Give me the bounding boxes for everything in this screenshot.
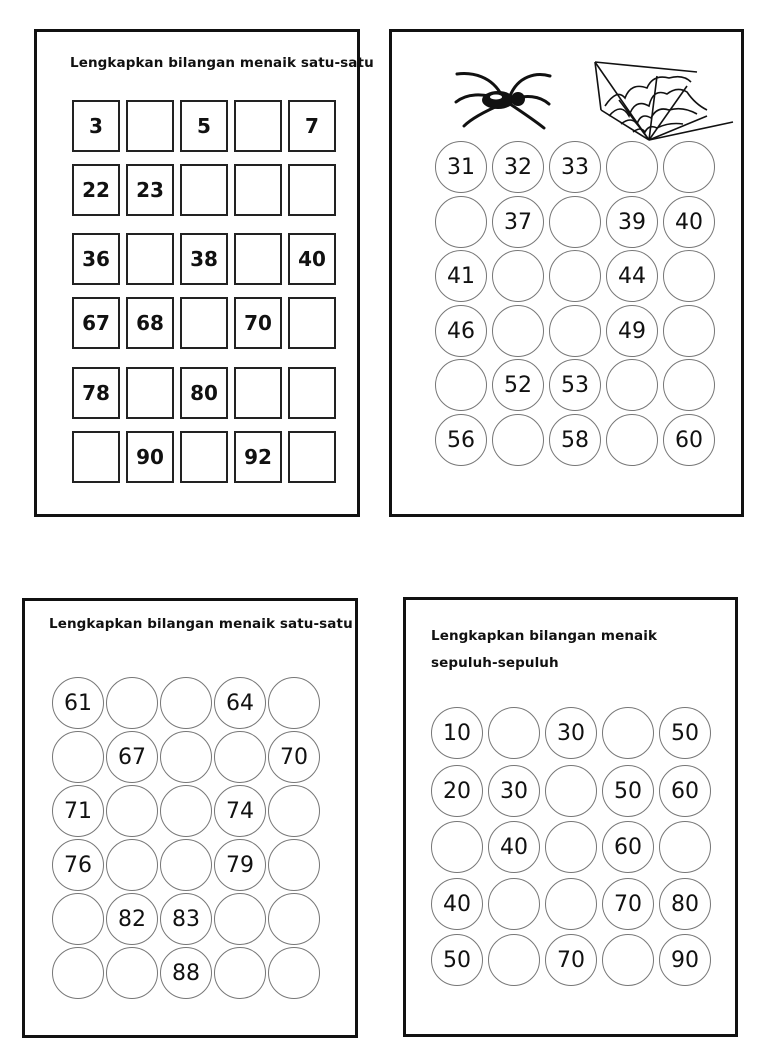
worksheet-4-title-line-1: Lengkapkan bilangan menaik — [431, 628, 658, 644]
number-cell: 90 — [126, 431, 174, 483]
blank-cell — [160, 731, 212, 783]
number-cell: 67 — [72, 297, 120, 349]
blank-cell — [663, 141, 715, 193]
number-cell: 31 — [435, 141, 487, 193]
number-cell: 74 — [214, 785, 266, 837]
number-cell: 88 — [160, 947, 212, 999]
blank-cell — [288, 431, 336, 483]
blank-cell — [663, 359, 715, 411]
number-cell: 64 — [214, 677, 266, 729]
blank-cell — [268, 839, 320, 891]
number-cell: 70 — [545, 934, 597, 986]
number-cell: 50 — [602, 765, 654, 817]
blank-cell — [52, 731, 104, 783]
blank-cell — [488, 878, 540, 930]
blank-cell — [214, 947, 266, 999]
number-cell: 90 — [659, 934, 711, 986]
blank-cell — [549, 305, 601, 357]
spider-web-icon — [587, 58, 737, 144]
blank-cell — [435, 359, 487, 411]
blank-cell — [126, 100, 174, 152]
number-cell: 40 — [663, 196, 715, 248]
number-cell: 50 — [431, 934, 483, 986]
number-cell: 46 — [435, 305, 487, 357]
number-cell: 49 — [606, 305, 658, 357]
blank-cell — [545, 765, 597, 817]
number-cell: 40 — [488, 821, 540, 873]
blank-cell — [52, 947, 104, 999]
number-cell: 58 — [549, 414, 601, 466]
number-cell: 70 — [234, 297, 282, 349]
blank-cell — [106, 947, 158, 999]
blank-cell — [659, 821, 711, 873]
blank-cell — [549, 250, 601, 302]
blank-cell — [180, 164, 228, 216]
blank-cell — [602, 707, 654, 759]
number-cell: 40 — [288, 233, 336, 285]
worksheet-1 — [34, 29, 374, 517]
number-cell: 33 — [549, 141, 601, 193]
blank-cell — [214, 731, 266, 783]
number-cell: 71 — [52, 785, 104, 837]
number-cell: 10 — [431, 707, 483, 759]
worksheet-4-title-line-2: sepuluh-sepuluh — [431, 655, 559, 671]
blank-cell — [663, 305, 715, 357]
blank-cell — [234, 233, 282, 285]
blank-cell — [106, 785, 158, 837]
number-cell: 44 — [606, 250, 658, 302]
blank-cell — [492, 414, 544, 466]
blank-cell — [268, 893, 320, 945]
blank-cell — [431, 821, 483, 873]
number-cell: 41 — [435, 250, 487, 302]
blank-cell — [606, 414, 658, 466]
worksheet-1-title: Lengkapkan bilangan menaik satu-satu — [70, 55, 374, 71]
worksheet-3-title: Lengkapkan bilangan menaik satu-satu — [49, 616, 353, 632]
number-cell: 67 — [106, 731, 158, 783]
blank-cell — [288, 164, 336, 216]
number-cell: 3 — [72, 100, 120, 152]
number-cell: 40 — [431, 878, 483, 930]
number-cell: 80 — [659, 878, 711, 930]
blank-cell — [126, 233, 174, 285]
number-cell: 7 — [288, 100, 336, 152]
blank-cell — [488, 934, 540, 986]
blank-cell — [549, 196, 601, 248]
number-cell: 68 — [126, 297, 174, 349]
blank-cell — [268, 947, 320, 999]
blank-cell — [663, 250, 715, 302]
blank-cell — [234, 100, 282, 152]
spider-icon — [452, 66, 552, 132]
number-cell: 76 — [52, 839, 104, 891]
worksheet-3 — [22, 598, 358, 1038]
number-cell: 30 — [488, 765, 540, 817]
number-cell: 60 — [663, 414, 715, 466]
number-cell: 37 — [492, 196, 544, 248]
blank-cell — [288, 367, 336, 419]
blank-cell — [214, 893, 266, 945]
number-cell: 32 — [492, 141, 544, 193]
number-cell: 78 — [72, 367, 120, 419]
blank-cell — [545, 821, 597, 873]
number-cell: 82 — [106, 893, 158, 945]
blank-cell — [180, 431, 228, 483]
blank-cell — [545, 878, 597, 930]
worksheet-2 — [389, 29, 744, 517]
blank-cell — [492, 250, 544, 302]
number-cell: 30 — [545, 707, 597, 759]
worksheet-4 — [403, 597, 738, 1037]
number-cell: 70 — [268, 731, 320, 783]
number-cell: 22 — [72, 164, 120, 216]
number-cell: 70 — [602, 878, 654, 930]
blank-cell — [234, 367, 282, 419]
blank-cell — [492, 305, 544, 357]
blank-cell — [602, 934, 654, 986]
blank-cell — [160, 785, 212, 837]
number-cell: 52 — [492, 359, 544, 411]
blank-cell — [52, 893, 104, 945]
blank-cell — [106, 839, 158, 891]
blank-cell — [180, 297, 228, 349]
blank-cell — [126, 367, 174, 419]
number-cell: 56 — [435, 414, 487, 466]
blank-cell — [234, 164, 282, 216]
number-cell: 79 — [214, 839, 266, 891]
number-cell: 80 — [180, 367, 228, 419]
blank-cell — [606, 359, 658, 411]
number-cell: 92 — [234, 431, 282, 483]
blank-cell — [160, 677, 212, 729]
number-cell: 36 — [72, 233, 120, 285]
blank-cell — [72, 431, 120, 483]
number-cell: 61 — [52, 677, 104, 729]
number-cell: 50 — [659, 707, 711, 759]
number-cell: 60 — [659, 765, 711, 817]
blank-cell — [160, 839, 212, 891]
number-cell: 38 — [180, 233, 228, 285]
number-cell: 39 — [606, 196, 658, 248]
blank-cell — [268, 677, 320, 729]
blank-cell — [488, 707, 540, 759]
blank-cell — [435, 196, 487, 248]
number-cell: 83 — [160, 893, 212, 945]
number-cell: 60 — [602, 821, 654, 873]
number-cell: 20 — [431, 765, 483, 817]
blank-cell — [606, 141, 658, 193]
blank-cell — [288, 297, 336, 349]
blank-cell — [106, 677, 158, 729]
number-cell: 5 — [180, 100, 228, 152]
number-cell: 53 — [549, 359, 601, 411]
number-cell: 23 — [126, 164, 174, 216]
blank-cell — [268, 785, 320, 837]
